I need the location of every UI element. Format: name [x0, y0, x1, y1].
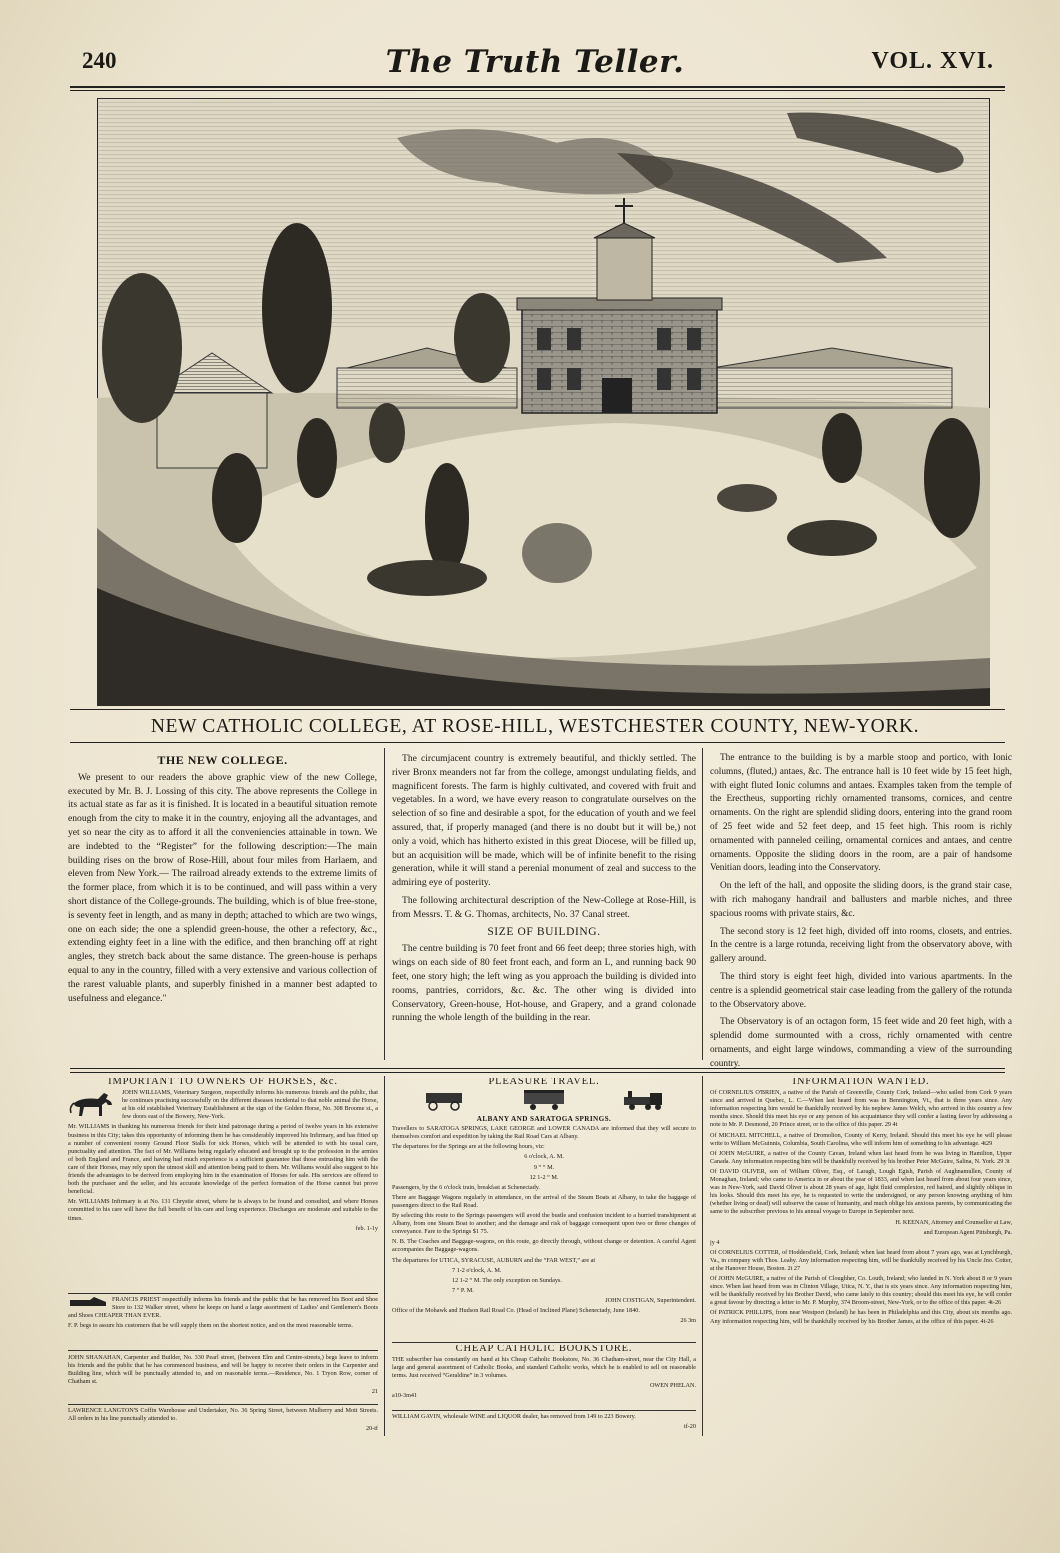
ad-priest — [68, 1296, 378, 1348]
column-divider — [384, 748, 385, 1060]
wanted-signer: H. KEENAN, Attorney and Counsellor at Law, — [895, 1218, 1012, 1226]
wanted-mark: jy 4 — [710, 1238, 720, 1246]
ad-langton-mark: 20-tf — [365, 1425, 378, 1433]
caption-top-rule — [70, 709, 1005, 710]
ad-langton-body: LAWRENCE LANGTON'S Coffin Warehouse and Undertaker, No. 36 Spring Street, between Mulberry and Mott Streets. All orders in his line punctually attended to. — [68, 1407, 378, 1423]
masthead-rule-thin — [70, 90, 1005, 91]
boot-icon — [68, 1296, 108, 1311]
wanted-item: Of PATRICK PHILLIPS, from near Westport (Ireland) he has been in Philadelphia and this City, about six months ago. Any information respecting him, will be thankfully received by his Brother James, at the office of this paper. 4t-26 — [710, 1309, 1012, 1325]
article-column-3 — [710, 752, 1012, 1076]
wanted-item: Of CORNELIUS O'BRIEN, a native of the Parish of Greenville, County Cork, Ireland—who sailed from Cork 9 years since and arrived in Quebec, L. C.—When last heard from was in Bennington, Vt., that is three years since. Any information respecting him would be thankfully received by his nephew James Welch, who arrived in this country a few months since. Should this meet his eye or any person of his acquaintance they will confer a lasting favor by addressing a note to Mr. P. Desmond, 20 Prince street, or to the office of this paper. 29 4t — [710, 1089, 1012, 1129]
article-paragraph: The circumjacent country is extremely beautiful, and thickly settled. The river Bronx meanders not far from the college, amongst undulating fields, and magnificent forests. The farm is highly cultivated, and covered with fruit and vegetables. In a word, we have every reason to congratulate ourselves on the selection of so fine and desirable a spot, for the education of youth and we feel assured, that, if properly managed (and there is no doubt but it will be,) not only a void, which has hitherto existed in this great Diocese, will be filled up, but an acquisition will be made, which will be of infinite benefit to the rising generation, while it will stand a perenial monument of zeal and success to the admiring eye of posterity. — [392, 753, 696, 889]
wanted-item: Of DAVID OLIVER, son of William Oliver, Esq., of Laragh, Lough Egish, Parish of Aughnamullen, County of Monaghan, Ireland; who came to America in or about the year of 1833, and when last heard from about four years since, was in New-York, said David Oliver is about 28 years of age, light fluid complexion, red haired, and slightly oblique in his looks. Should this meet his eye, he is requested to write the undersigned, or any person knowing anything of him (whether living or dead) will subserve the cause of humanity, and much oblige his anxious parents, by communicating the same to the subscriber previous to his annual voyage to Europe in September next. — [710, 1167, 1012, 1216]
article-paragraph: The following architectural description of the New-College at Rose-Hill, is from Messrs. T. & G. Thomas, architects, No. 37 Canal street. — [392, 894, 696, 920]
ad-priest-body: FRANCIS PRIEST respectfully informs his friends and the public that he has removed his Boot and Shoe Store to 132 Walker street, where he keeps on hand a large assortment of Ladies' and Gentlemen's Boots and Shoes CHEAPER THAN EVER. — [68, 1296, 378, 1320]
article-column-2 — [392, 752, 696, 1029]
railcar-icon — [521, 1089, 567, 1114]
ad-wanted-heading: INFORMATION WANTED. — [792, 1078, 930, 1087]
horse-icon — [68, 1089, 118, 1122]
masthead — [70, 44, 1000, 86]
ad-travel-heading: PLEASURE TRAVEL. — [488, 1078, 600, 1087]
article-paragraph: The centre building is 70 feet front and 66 feet deep; three stories high, with wings on each side of 80 feet front each, and form an L, and running back 90 feet, one story high; the left wing as you approach the building is divided into rooms, pantries, corridors, &c. &c. The other wing is divided into Conservatory, Green-house, Hot-house, and Grapery, and a grand colonade running the whole length of the building in the rear. — [392, 943, 696, 1024]
ad-travel — [392, 1078, 696, 1340]
caption-bottom-rule — [70, 742, 1005, 743]
ad-travel-time: 6 o'clock, A. M. — [524, 1153, 564, 1161]
ad-travel-office: Office of the Mohawk and Hudson Rail Road Co. (Head of Inclined Plane) Schenectady, June 1840. — [392, 1306, 640, 1314]
ad-horses-body3: Mr. WILLIAMS Infirmary is at No. 131 Chrystie street, where he is always to be found and consulted, and where Horses committed to his care will have the full benefit of his care and long experience. Discharges are moderate and suitable to the times. — [68, 1198, 378, 1222]
ad-travel-note: By selecting this route to the Springs passengers will avoid the bustle and confusion incident to a hurried transhipment at Albany, from one Steam Boat to another; and the damage and risk of baggage consequent upon two or three changes of conveyance. Fare to the Springs $1 75. — [392, 1212, 696, 1236]
illustration-caption: NEW CATHOLIC COLLEGE, AT ROSE-HILL, WESTCHESTER COUNTY, NEW-YORK. — [150, 716, 920, 737]
ad-divider — [392, 1410, 696, 1411]
ad-bookstore — [392, 1345, 696, 1405]
ad-travel-time2: 7 “ P. M. — [452, 1286, 474, 1294]
ads-top-rule-2 — [70, 1072, 1005, 1073]
size-heading: SIZE OF BUILDING. — [487, 925, 601, 938]
wanted-signer2: and European Agent Pittsburgh, Pa. — [923, 1228, 1012, 1236]
wanted-item: Of JOHN McGUIRE, a native of the County Cavan, Ireland when last heard from he was living in Hamilton, Upper Canada. Any information respecting him will be thankfully received by his brother Peter McGuire, Salina, N. York. 29 3t — [710, 1149, 1012, 1165]
wanted-item: Of CORNELIUS COTTER, of Hoddersfield, Cork, Ireland; when last heard from about 7 years ago, was at Lynchburgh, Va., in company with Thos. Leahy. Any information respecting him, will be thankfully received by his Uncle Jno. Cotter, at the Hanover House, Boston. 2t 27 — [710, 1248, 1012, 1272]
ad-horses-body: JOHN WILLIAMS, Veterinary Surgeon, respectfully informs his numerous friends and the public, that he continues practising successfully on the different diseases incidental to that noble animal the Horse, at his old established Veterinary Establishment at the sign of the Golden Horse, No. 308 Broome st., a few doors east of the Bowery, New-York. — [122, 1089, 378, 1121]
ad-divider — [68, 1293, 378, 1294]
ad-travel-time: 12 1-2 “ M. — [529, 1173, 559, 1181]
ad-travel-times2-intro: The departures for UTICA, SYRACUSE, AUBURN and the “FAR WEST,” are at — [392, 1256, 596, 1264]
ad-shanahan-mark: 21 — [371, 1388, 378, 1396]
column-divider — [384, 1076, 385, 1436]
paper-title: The Truth Teller. — [385, 44, 685, 80]
locomotive-icon — [620, 1089, 666, 1114]
ad-travel-subheading: ALBANY AND SARATOGA SPRINGS. — [476, 1115, 612, 1124]
ad-travel-body: Travellers to SARATOGA SPRINGS, LAKE GEORGE and LOWER CANADA are informed that they will secure to themselves comfort and expedition by taking the Rail Road Cars at Albany. — [392, 1125, 696, 1141]
engraving-illustration — [97, 98, 990, 706]
ad-travel-times-intro: The departures for the Springs are at the following hours, viz: — [392, 1143, 545, 1151]
ad-horses-mark: feb. 1-1y — [355, 1224, 378, 1232]
ad-travel-time2: 7 1-2 o'clock, A. M. — [452, 1266, 502, 1274]
ad-horses — [68, 1078, 378, 1293]
ad-bookstore-mark: a10-3m41 — [392, 1392, 418, 1400]
ad-divider — [68, 1350, 378, 1351]
ad-horses-heading: IMPORTANT TO OWNERS OF HORSES, &c. — [108, 1078, 338, 1087]
college-building-engraving — [97, 98, 990, 706]
ads-top-rule — [70, 1068, 1005, 1069]
ad-information-wanted — [710, 1078, 1012, 1438]
ad-shanahan — [68, 1354, 378, 1402]
ad-travel-time: 9 “ “ M. — [533, 1163, 555, 1171]
column-divider — [702, 748, 703, 1060]
ad-travel-note: Passengers, by the 6 o'clock train, breakfast at Schenectady. — [392, 1183, 540, 1191]
ad-shanahan-body: JOHN SHANAHAN, Carpenter and Builder, No. 330 Pearl street, (between Elm and Centre-streets,) begs leave to inform his friends and the public that he has commenced business, and will be happy to receive their orders in the Carpenter and Building line, which will be punctually attended to, and on reasonable terms.—Residence, No. 1 Tryon Row, corner of Chatham st. — [68, 1354, 378, 1386]
ad-bookstore-signer: OWEN PHELAN. — [649, 1382, 696, 1390]
ad-travel-note: N. B. The Coaches and Baggage-wagons, on this route, go directly through, without change or detention. A careful Agent accompanies the Baggage-wagons. — [392, 1238, 696, 1254]
volume-label: VOL. XVI. — [871, 48, 994, 74]
ad-travel-note: There are Baggage Wagons regularly in attendance, on the arrival of the Steam Boats at Albany, to take the baggage of passengers direct to the Rail Road. — [392, 1193, 696, 1209]
article-heading: THE NEW COLLEGE. — [157, 753, 288, 767]
column-divider — [702, 1076, 703, 1436]
ad-bookstore-body: THE subscriber has constantly on hand at his Cheap Catholic Bookstore, No. 36 Chatham-street, near the City Hall, a large and general assortment of Catholic Books, and standard Catholic works, which he is enabled to sell on reasonable terms. Just received “Geraldine” in 3 volumes. — [392, 1356, 696, 1380]
ad-travel-signer: JOHN COSTIGAN, Superintendent. — [605, 1296, 696, 1304]
article-paragraph: The third story is eight feet high, divided into various apartments. In the centre is a splendid geometrical stair case leading from the gallery of the rotunda to the Observatory above. — [710, 971, 1012, 1010]
article-column-1 — [68, 752, 377, 1009]
page-number: 240 — [82, 48, 117, 73]
article-paragraph: The second story is 12 feet high, divided off into rooms, closets, and entries. In the centre is a large rotunda, receiving light from the observatory above, with gallery around. — [710, 926, 1012, 965]
article-paragraph: We present to our readers the above graphic view of the new College, executed by Mr. B. J. Lossing of this city. The above represents the College in its actual state as far as it is finished. It is located in a beautiful situation remote enough from the city to make it in the country, enjoying all the advantages, and yet so near the city as to afford it all the conveniencies attainable in town. We are indebted to the “Register” for the following description:—The main building rises on the brow of Rose-Hill, about four miles from Harlaem, and eleven from New York.— The railroad already extends to the extreme limits of the former place, from which it is to be continued, and will pass within a very short distance of the College-grounds. The building, which is of blue free-stone, is seventy feet in length, and as many in depth; attached to which are two wings, one on each side; the one a splendid green-house, the other a refectory, &c., extending eighty feet in a line with the edifice, and then branching off at right angles, they stretch back about the same distance. The green-house is perhaps equal to any in the country, filled with a very extensive and various collection of the rarest valuable plants, and superbly finished in a manner best adapted to usefulness and elegance." — [68, 771, 377, 1004]
ad-langton — [68, 1407, 378, 1437]
travel-icons — [392, 1089, 696, 1113]
ad-travel-time2: 12 1-2 “ M. The only exception on Sundays. — [452, 1276, 562, 1284]
ad-gavin-mark: tf-20 — [683, 1423, 696, 1431]
ad-divider — [68, 1404, 378, 1405]
ad-travel-mark: 26 3m — [680, 1317, 696, 1325]
stagecoach-icon — [422, 1089, 468, 1114]
article-paragraph: On the left of the hall, and opposite the sliding doors, is the grand stair case, with rich mahogany handrail and ballusters and marble niches, and three spacious rooms with private stairs, &c. — [710, 881, 1012, 919]
ad-gavin-body: WILLIAM GAVIN, wholesale WINE and LIQUOR dealer, has removed from 149 to 223 Bowery. — [392, 1413, 636, 1420]
ad-bookstore-heading: CHEAP CATHOLIC BOOKSTORE. — [455, 1345, 633, 1354]
ad-gavin — [392, 1413, 696, 1437]
wanted-item: Of MICHAEL MITCHELL, a native of Dromolion, County of Kerry, Ireland. Should this meet his eye he will please write to William McGuinnis, Columbia, South Carolina, who will inform him of something to his advantage. 4t29 — [710, 1131, 1012, 1147]
ad-priest-body2: F. P. begs to assure his customers that he will supply them on the shortest notice, and on the most reasonable terms. — [68, 1322, 353, 1330]
ad-horses-body2: Mr. WILLIAMS in thanking his numerous friends for their kind patronage during a period of twelve years in his extensive business in this City; takes this opportunity of informing them he has considerably improved his Infirmary, and has fitted up a number of convenient roomy Ground Floor Stalls for sick Horses, which will be attended to with his usual care, punctuality and attention. The fact of Mr. Williams being regularly educated and brought up to the profession in the armies of both England and France, and having had much experience is a sufficient guarantee that those entrusting him with the care of their Horses, may rely upon the utmost skill and attention being paid to them. Mr. Williams would also suggest to his friends the advantages to be derived from employing him in the examination of Horses for sale. His services are offered to both the purchaser and the seller, and his accurate knowledge of the perfect formation of the Horse cannot but prove beneficial. — [68, 1123, 378, 1196]
article-paragraph: The Observatory is of an octagon form, 15 feet wide and 20 feet high, with a splendid dome surmounted with a cross, richly ornamented with centre ornaments, and eight large windows, commanding a view of the surrounding country. — [710, 1017, 1012, 1069]
wanted-item: Of JOHN McGUIRE, a native of the Parish of Cloughher, Co. Louth, Ireland; who landed in N. York about 8 or 9 years since. When last heard from was in Clinton Village, Utica, N. Y., that is six years since. Any information respecting him, will be thankfully received by his Brother David, who came lately to this country; should this meet his eye, he will confer a great favour by directing a letter to Mr. P. Murphy, 374 Broom-street, New-York, or to the office of this paper. 4t-26 — [710, 1275, 1012, 1307]
masthead-rule — [70, 86, 1005, 88]
article-paragraph: The entrance to the building is by a marble stoop and portico, with Ionic columns, (fluted,) antaes, &c. The entrance hall is 10 feet wide by 15 feet high, with eight fluted Ionic columns and antaes. Examples taken from the temple of the Erectheus, supporting richly ornamented transoms, cornices, and centre ornaments. On the right are splendid sliding doors, entering into the grand room of 25 feet wide and 52 feet deep, and 15 feet high. This room is richly ornamented with panneled ceiling, ornamental cornices and antaes, and centre ornaments. Opposite the sliding doors in the room, are a pair of handsome Venitian doors, leading into the Conservatory. — [710, 753, 1012, 874]
ad-divider — [392, 1342, 696, 1343]
